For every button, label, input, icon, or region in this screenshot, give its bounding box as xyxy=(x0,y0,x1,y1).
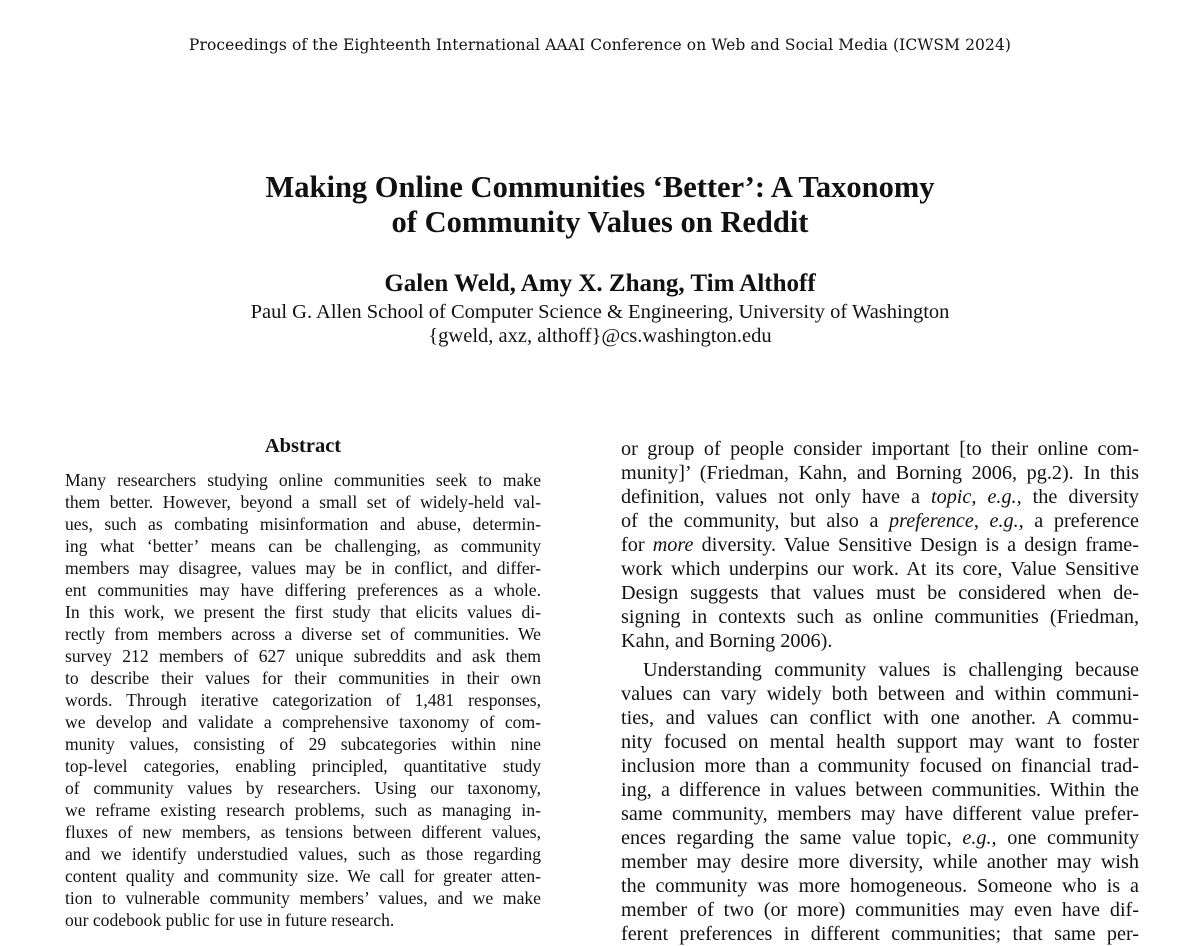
body-line: signing in contexts such as online communities (Friedman, xyxy=(621,606,1139,628)
abstract-line: words. Through iterative categorization of 1,481 responses, xyxy=(65,690,541,710)
abstract-line: tion to vulnerable community members’ values, and we make xyxy=(65,888,541,908)
body-line: ing, a difference in values between communities. Within the xyxy=(621,779,1139,801)
abstract-line: members may disagree, values may be in conflict, and differ- xyxy=(65,558,541,578)
abstract-line: to describe their values for their communities in their own xyxy=(65,668,541,688)
body-line: values can vary widely both between and within communi- xyxy=(621,683,1139,705)
body-line: or group of people consider important [to their online com- xyxy=(621,438,1139,460)
abstract-line: ing what ‘better’ means can be challenging, as community xyxy=(65,536,541,556)
abstract-line: munity values, consisting of 29 subcategories within nine xyxy=(65,734,541,754)
abstract-line: fluxes of new members, as tensions between different values, xyxy=(65,822,541,842)
body-line: nity focused on mental health support may want to foster xyxy=(621,731,1139,753)
abstract-line: our codebook public for use in future research. xyxy=(65,910,395,930)
body-line: Design suggests that values must be considered when de- xyxy=(621,582,1139,604)
abstract-line: of community values by researchers. Using our taxonomy, xyxy=(65,778,541,798)
body-column-right xyxy=(621,437,1139,946)
affiliation-block xyxy=(0,300,1200,348)
abstract-line: we develop and validate a comprehensive taxonomy of com- xyxy=(65,712,541,732)
abstract-line: them better. However, beyond a small set of widely-held val- xyxy=(65,492,541,512)
abstract-line: ues, such as combating misinformation and abuse, determin- xyxy=(65,514,541,534)
body-line: the community was more homogeneous. Someone who is a xyxy=(621,875,1139,897)
body-line: ences regarding the same value topic, e.g., one community xyxy=(621,827,1140,849)
running-header: Proceedings of the Eighteenth International AAAI Conference on Web and Social Media (ICWSM 2024) xyxy=(188,36,1012,54)
body-line: ties, and values can conflict with one another. A commu- xyxy=(621,707,1139,729)
abstract-line: we reframe existing research problems, such as managing in- xyxy=(65,800,541,820)
affiliation: Paul G. Allen School of Computer Science & Engineering, University of Washington xyxy=(250,301,950,323)
body-line: member of two (or more) communities may even have dif- xyxy=(621,899,1139,921)
body-line: ferent preferences in different communities; that same per- xyxy=(621,923,1139,945)
body-line: inclusion more than a community focused on financial trad- xyxy=(621,755,1139,777)
title-line-1: Making Online Communities ‘Better’: A Taxonomy xyxy=(265,170,935,204)
abstract-line: ent communities may have differing preferences as a whole. xyxy=(65,580,541,600)
body-line: same community, members may have different value prefer- xyxy=(621,803,1139,825)
abstract-line: rectly from members across a diverse set of communities. We xyxy=(65,624,541,644)
abstract-line: Many researchers studying online communities seek to make xyxy=(65,470,541,490)
abstract-line: survey 212 members of 627 unique subreddits and ask them xyxy=(65,646,541,666)
abstract-section xyxy=(62,434,544,468)
body-line: Kahn, and Borning 2006). xyxy=(621,630,833,652)
abstract-line: and we identify understudied values, such as those regarding xyxy=(65,844,541,864)
title-line-2: of Community Values on Reddit xyxy=(391,205,809,239)
body-line: munity]’ (Friedman, Kahn, and Borning 2006, pg.2). In this xyxy=(621,462,1139,484)
body-line: of the community, but also a preference, e.g., a preference xyxy=(621,510,1140,532)
email-addresses: {gweld, axz, althoff}@cs.washington.edu xyxy=(428,325,772,347)
body-line: member may desire more diversity, while another may wish xyxy=(621,851,1139,873)
body-line: for more diversity. Value Sensitive Design is a design frame- xyxy=(621,534,1139,556)
author-list: Galen Weld, Amy X. Zhang, Tim Althoff xyxy=(384,270,816,297)
abstract-heading: Abstract xyxy=(264,435,342,457)
paper-title xyxy=(0,170,1200,240)
abstract-body xyxy=(65,469,541,931)
body-line: definition, values not only have a topic, e.g., the diversity xyxy=(621,486,1140,508)
abstract-line: content quality and community size. We call for greater atten- xyxy=(65,866,541,886)
body-line: Understanding community values is challenging because xyxy=(643,659,1139,681)
body-line: work which underpins our work. At its core, Value Sensitive xyxy=(621,558,1139,580)
abstract-line: In this work, we present the first study that elicits values di- xyxy=(65,602,541,622)
abstract-line: top-level categories, enabling principled, quantitative study xyxy=(65,756,541,776)
